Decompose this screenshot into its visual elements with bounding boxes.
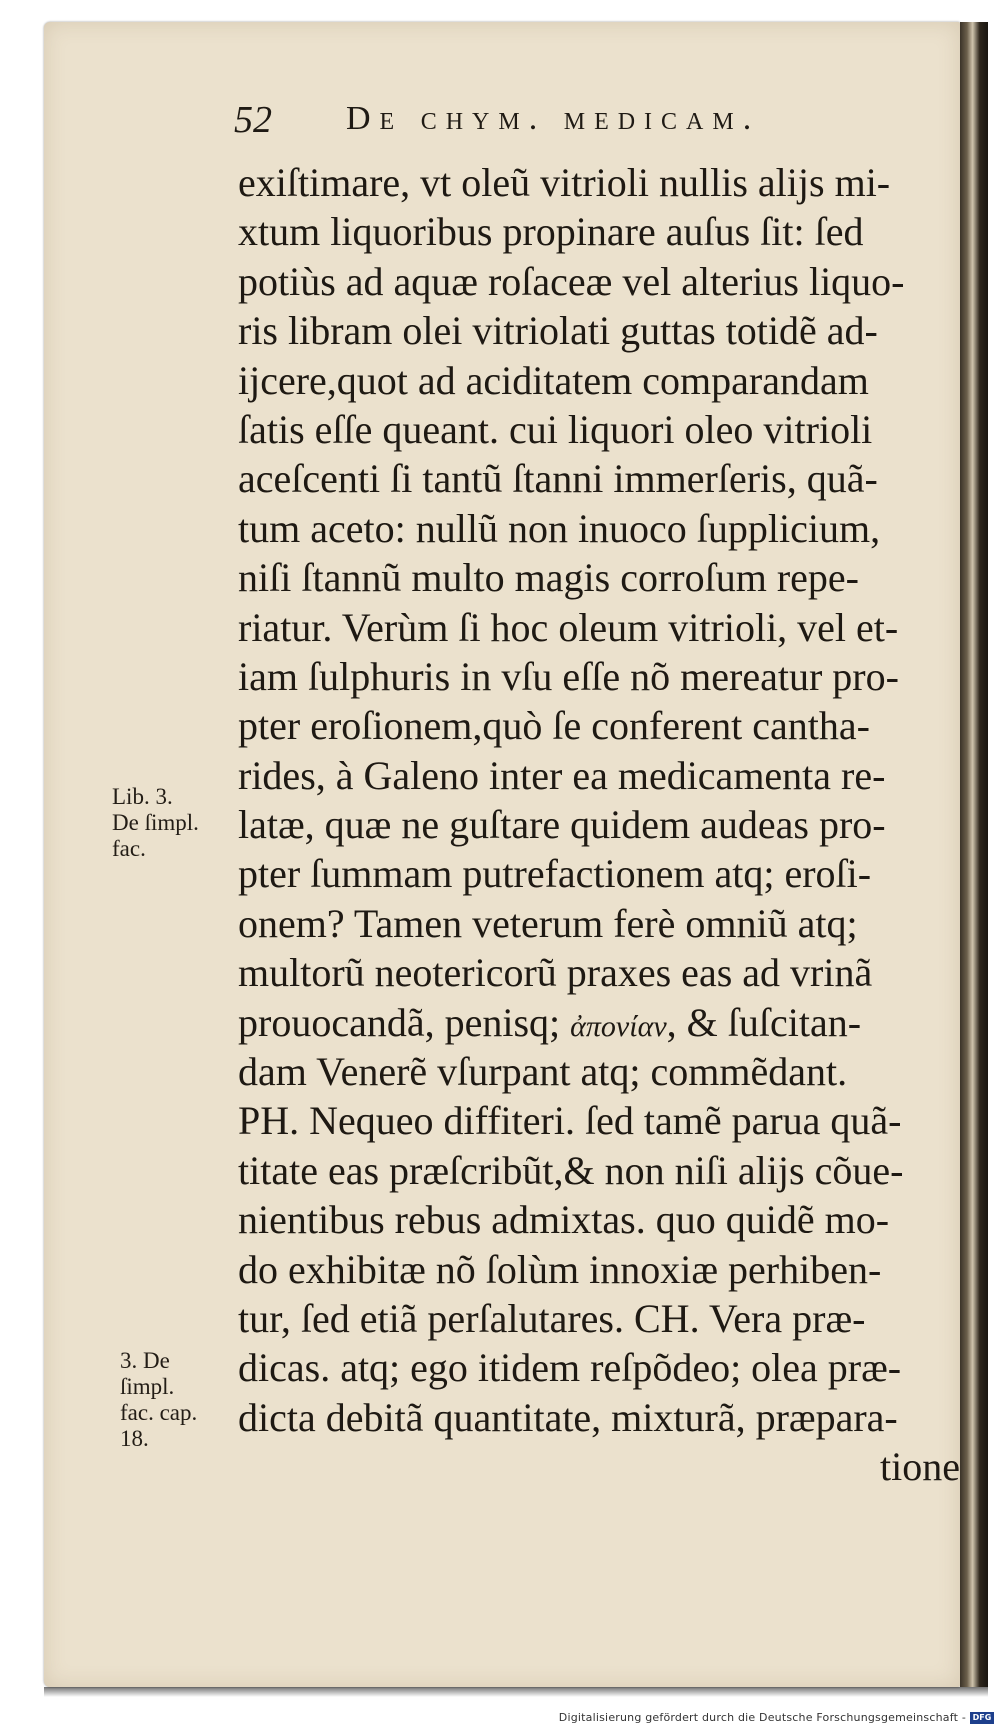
page-shadow	[44, 1687, 988, 1697]
text-line: niſi ſtannũ multo magis corroſum repe-	[238, 555, 859, 601]
text-line: rides, à Galeno inter ea medicamenta re-	[238, 752, 886, 798]
text-segment: , & ſuſcitan-	[666, 999, 862, 1045]
marginal-note	[112, 784, 199, 862]
text-line: riatur. Verùm ſi hoc oleum vitrioli, vel et-	[238, 604, 899, 650]
text-line: tione	[880, 1444, 960, 1490]
text-segment: prouocandã, penisq;	[238, 999, 561, 1045]
text-line: latæ, quæ ne guſtare quidem audeas pro-	[238, 802, 886, 848]
greek-word: ἀπονίαν	[570, 1009, 667, 1043]
page-header	[234, 98, 884, 148]
body-text	[238, 158, 966, 1492]
text-line-with-greek	[238, 998, 966, 1047]
page-number: 52	[234, 99, 272, 141]
text-line: dicta debitã quantitate, mixturã, præpara-	[238, 1394, 898, 1440]
marginal-note-line: fac.	[112, 836, 146, 861]
text-line: ris libram olei vitriolati guttas totidẽ ad-	[238, 308, 878, 354]
text-line: dam Venerẽ vſurpant atq; commẽdant.	[238, 1049, 848, 1095]
text-line: aceſcenti ſi tantũ ſtanni immerſeris, quã-	[238, 456, 878, 502]
marginal-note-line: 3. De	[120, 1348, 170, 1373]
marginal-note	[120, 1348, 197, 1452]
text-line: xtum liquoribus propinare auſus ſit: ſed	[238, 209, 864, 255]
marginal-note-line: De ſimpl.	[112, 810, 199, 835]
text-line: PH. Nequeo diffiteri. ſed tamẽ parua quã-	[238, 1098, 902, 1144]
text-line: potiùs ad aquæ roſaceæ vel alterius liquo-	[238, 258, 905, 304]
marginal-note-line: Lib. 3.	[112, 784, 173, 809]
text-line: onem? Tamen veterum ferè omniũ atq;	[238, 900, 858, 946]
text-line: tum aceto: nullũ non inuoco ſupplicium,	[238, 505, 881, 551]
text-line: exiſtimare, vt oleũ vitrioli nullis alijs mi-	[238, 160, 891, 205]
footer-bar	[0, 1710, 1000, 1727]
text-line: nientibus rebus admixtas. quo quidẽ mo-	[238, 1197, 890, 1243]
text-line: pter eroſionem,quò ſe conferent cantha-	[238, 703, 870, 749]
text-line: multorũ neotericorũ praxes eas ad vrinã	[238, 950, 873, 996]
marginal-note-line: ſimpl.	[120, 1374, 175, 1399]
marginal-note-line: 18.	[120, 1426, 149, 1451]
running-title: De chym. medicam.	[346, 100, 761, 137]
funding-credit: Digitalisierung gefördert durch die Deutsche Forschungsgemeinschaft -	[558, 1711, 966, 1724]
text-line: iam ſulphuris in vſu eſſe nõ mereatur pro-	[238, 653, 899, 699]
text-line: ijcere,quot ad aciditatem comparandam	[238, 357, 869, 403]
text-line: dicas. atq; ego itidem reſpõdeo; olea præ-	[238, 1345, 902, 1391]
text-line: ſatis eſſe queant. cui liquori oleo vitrioli	[238, 406, 873, 452]
marginal-note-line: fac. cap.	[120, 1400, 198, 1425]
text-line: do exhibitæ nõ ſolùm innoxiæ perhiben-	[238, 1246, 882, 1292]
text-line: tur, ſed etiã perſalutares. CH. Vera præ-	[238, 1295, 866, 1341]
text-line: titate eas præſcribũt,& non niſi alijs cõue-	[238, 1147, 904, 1193]
dfg-logo: DFG	[970, 1712, 994, 1724]
text-line: pter ſummam putrefactionem atq; eroſi-	[238, 851, 872, 897]
